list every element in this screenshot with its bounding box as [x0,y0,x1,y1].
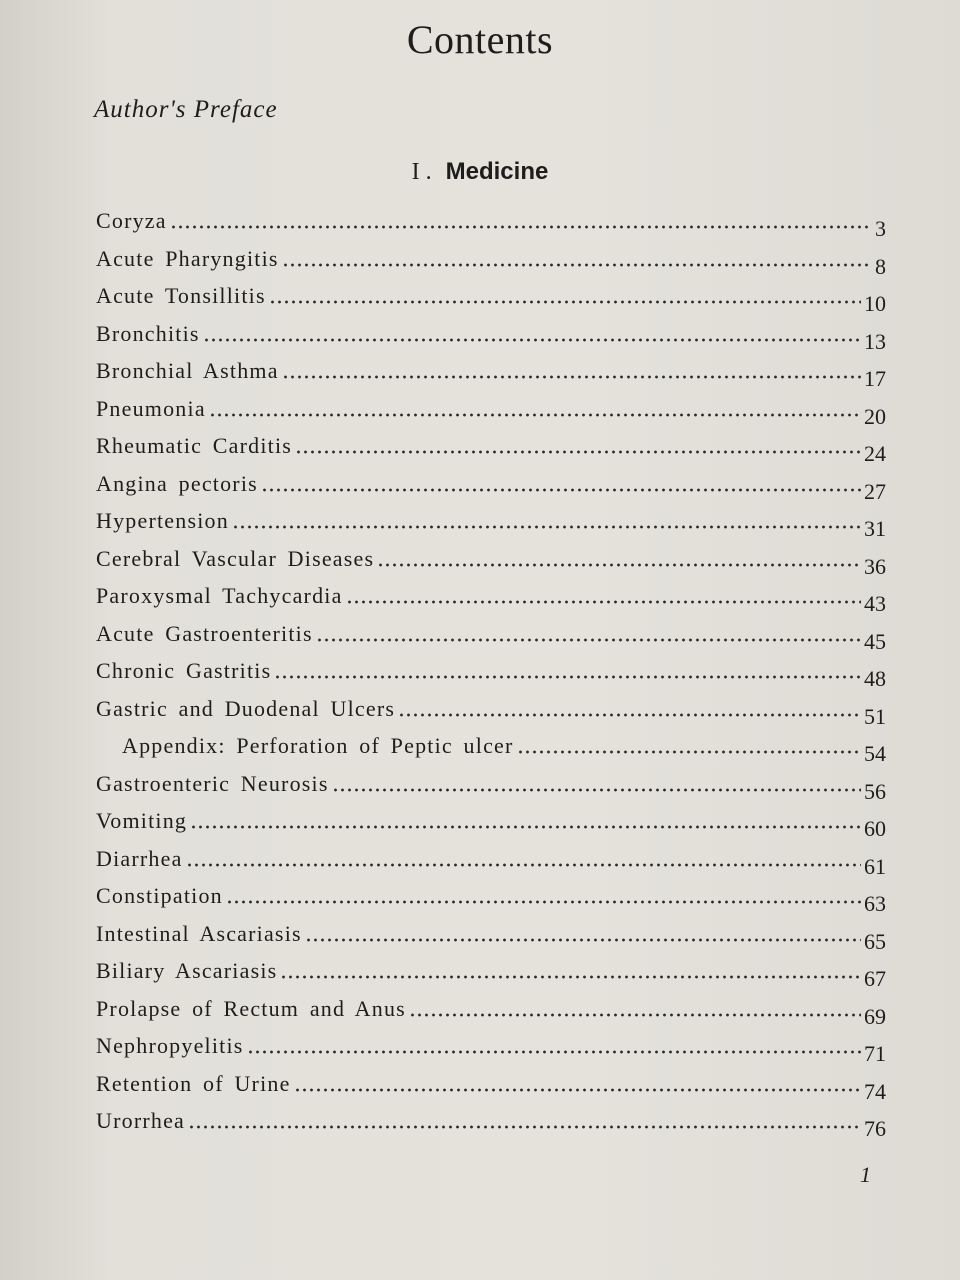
toc-entry-label: Rheumatic Carditis [96,433,293,458]
dot-leader [280,972,861,982]
toc-entry [96,1033,886,1071]
toc-entry-page: 69 [864,1003,886,1029]
toc-entry-label: Bronchitis [96,320,200,346]
section-heading [0,158,960,186]
toc-entry [96,1071,886,1109]
dot-leader [377,560,861,570]
dot-leader [409,1010,861,1020]
dot-leader [295,447,861,457]
toc-entry-page: 13 [864,328,886,354]
toc-entry-page: 65 [864,928,886,954]
dot-leader [274,672,861,682]
dot-leader [170,222,872,232]
toc-entry [96,321,886,359]
dot-leader [232,522,861,532]
toc-entry [96,396,886,434]
toc-entry-label: Gastric and Duodenal Ulcers [96,695,396,721]
toc-entry-label: Retention of Urine [96,1070,291,1096]
preface-entry: Author's Preface [94,96,278,123]
toc-entry-page: 54 [864,741,886,766]
toc-entry-label: Appendix: Perforation of Peptic ulcer [122,733,514,758]
toc-entry-label: Coryza [96,208,167,233]
dot-leader [261,485,861,495]
dot-leader [305,935,861,945]
toc-entry-page: 27 [864,478,886,504]
dot-leader [282,260,872,270]
toc-entry-label: Chronic Gastritis [96,658,272,683]
toc-entry-page: 71 [864,1041,886,1066]
toc-entry-label: Constipation [96,883,223,908]
toc-entry-label: Diarrhea [96,845,183,871]
toc-entry-label: Nephropyelitis [96,1033,244,1058]
dot-leader [294,1085,861,1095]
toc-entry-label: Biliary Ascariasis [96,958,278,983]
toc-entry [96,246,886,284]
toc-entry-label: Pneumonia [96,395,206,421]
dot-leader [316,635,861,645]
toc-entry-page: 60 [864,816,886,841]
toc-entry-page: 61 [864,853,886,879]
toc-entry-page: 76 [864,1116,886,1141]
toc-entry-label: Paroxysmal Tachycardia [96,583,343,608]
toc-entry-label: Urorrhea [96,1108,185,1133]
toc-entry-label: Prolapse of Rectum and Anus [96,995,406,1021]
toc-entry [96,358,886,396]
toc-entry [96,996,886,1034]
toc-entry [96,1108,886,1146]
toc-entry-label: Gastroenteric Neurosis [96,770,329,796]
toc-entry [96,696,886,734]
toc-entry [96,883,886,921]
toc-entry [96,546,886,584]
toc-entry-label: Intestinal Ascariasis [96,920,302,946]
dot-leader [269,297,861,307]
toc-entry-page: 56 [864,778,886,804]
toc-entry-label: Acute Gastroenteritis [96,620,313,646]
page-number: 1 [860,1162,871,1187]
table-of-contents [96,208,886,1146]
toc-entry-page: 20 [864,403,886,429]
toc-entry-label: Hypertension [96,508,229,533]
toc-entry-page: 63 [864,891,886,916]
toc-entry-label: Acute Tonsillitis [96,283,266,308]
toc-entry-page: 67 [864,966,886,991]
dot-leader [346,597,861,607]
dot-leader [203,335,861,345]
toc-entry-label: Acute Pharyngitis [96,245,279,271]
section-number: I . [411,159,432,185]
toc-entry-label: Angina pectoris [96,470,258,496]
toc-entry [96,846,886,884]
toc-entry [96,283,886,321]
dot-leader [190,822,861,832]
toc-entry-page: 36 [864,553,886,579]
dot-leader [209,410,861,420]
toc-entry-page: 10 [864,291,886,316]
toc-entry-label: Cerebral Vascular Diseases [96,545,375,571]
toc-entry-page: 31 [864,516,886,541]
toc-entry-page: 17 [864,366,886,391]
toc-entry [96,208,886,246]
section-name: Medicine [445,158,549,185]
toc-entry-page: 48 [864,666,886,691]
toc-subentry [96,733,886,771]
toc-entry-page: 43 [864,591,886,616]
toc-entry [96,583,886,621]
dot-leader [332,785,861,795]
toc-entry-page: 74 [864,1078,886,1104]
toc-entry [96,921,886,959]
toc-entry-page: 8 [875,253,886,279]
toc-entry [96,621,886,659]
dot-leader [186,860,861,870]
toc-entry-page: 51 [864,703,886,729]
toc-entry [96,958,886,996]
toc-entry [96,508,886,546]
dot-leader [188,1122,861,1132]
toc-entry [96,771,886,809]
dot-leader [226,897,861,907]
page-title: Contents [406,17,554,62]
toc-entry-label: Vomiting [96,808,188,833]
toc-entry-page: 45 [864,628,886,654]
toc-entry-page: 3 [875,216,886,241]
toc-entry-page: 24 [864,441,886,466]
dot-leader [247,1047,861,1057]
dot-leader [517,747,861,757]
dot-leader [398,710,861,720]
toc-entry-label: Bronchial Asthma [96,358,279,383]
toc-entry [96,471,886,509]
toc-entry [96,808,886,846]
toc-entry [96,658,886,696]
dot-leader [282,372,861,382]
toc-entry [96,433,886,471]
